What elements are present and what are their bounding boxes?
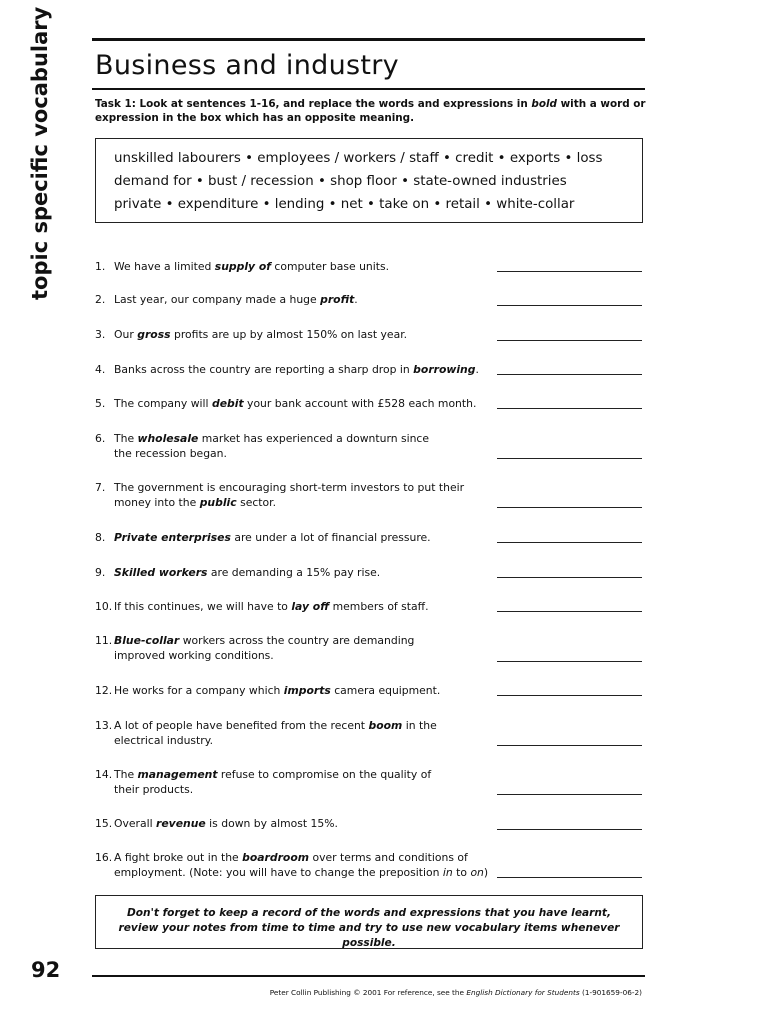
task-text-start: Task 1: Look at sentences 1-16, and replace the words and expressions in — [95, 98, 532, 110]
question-keyword: lay off — [291, 600, 330, 613]
side-section-label: topic specific vocabulary — [28, 6, 52, 300]
answer-line-8[interactable] — [497, 542, 642, 543]
question-text: are demanding a 15% pay rise. — [207, 566, 381, 579]
question-number: 1. — [95, 260, 106, 273]
question-number: 10. — [95, 600, 113, 613]
question-text: are under a lot of financial pressure. — [230, 531, 431, 544]
answer-line-10[interactable] — [497, 611, 642, 612]
answer-line-4[interactable] — [497, 374, 642, 375]
question-text: Banks across the country are reporting a sharp drop in — [114, 363, 414, 376]
question-keyword: profit — [320, 293, 355, 306]
question-text: The company will — [114, 397, 212, 410]
question-keyword: revenue — [156, 817, 206, 830]
answer-line-13[interactable] — [497, 745, 642, 746]
question-12 — [95, 683, 495, 698]
question-text: A lot of people have benefited from the recent — [114, 719, 369, 732]
question-text: The — [114, 432, 138, 445]
question-number: 2. — [95, 293, 106, 306]
answer-line-15[interactable] — [497, 829, 642, 830]
question-number: 9. — [95, 566, 106, 579]
question-number: 12. — [95, 684, 113, 697]
question-keyword: management — [137, 768, 218, 781]
answer-line-7[interactable] — [497, 507, 642, 508]
question-text: The government is encouraging short-term investors to put their — [114, 481, 465, 494]
question-text: computer base units. — [270, 260, 390, 273]
question-16 — [95, 850, 495, 880]
title-rule — [92, 88, 645, 90]
task-instructions — [95, 97, 650, 125]
question-keyword: debit — [211, 397, 244, 410]
question-text: If this continues, we will have to — [114, 600, 292, 613]
question-text: . — [475, 363, 479, 376]
question-number: 14. — [95, 768, 113, 781]
question-text: your bank account with £528 each month. — [243, 397, 477, 410]
question-text: ) — [483, 866, 489, 879]
question-number: 3. — [95, 328, 106, 341]
question-keyword: public — [199, 496, 237, 509]
answer-line-3[interactable] — [497, 340, 642, 341]
question-text: money into the — [114, 496, 200, 509]
question-5 — [95, 396, 495, 411]
question-11 — [95, 633, 495, 663]
word-box-line-1: unskilled labourers • employees / workers / staff • credit • exports • loss — [114, 151, 603, 166]
task-text-end: with a word or expression in the box which has an opposite meaning. — [95, 98, 646, 124]
question-text: Our — [114, 328, 138, 341]
question-continuation: improved working conditions. — [114, 649, 274, 662]
question-text: . — [354, 293, 358, 306]
footer-book-title: English Dictionary for Students — [466, 988, 580, 997]
reminder-note-text: Don't forget to keep a record of the words and expressions that you have learnt, review your notes from time to time and try to use new vocabulary items whenever possible. — [118, 907, 620, 949]
question-preposition: on — [470, 866, 484, 879]
question-6 — [95, 431, 495, 461]
word-box-line-2: demand for • bust / recession • shop floor • state-owned industries — [114, 174, 567, 189]
top-rule — [92, 38, 645, 41]
footer-credit — [270, 988, 642, 997]
footer-text: Peter Collin Publishing © 2001 For reference, see the — [269, 988, 467, 997]
reminder-note-box — [95, 895, 643, 949]
question-number: 7. — [95, 481, 106, 494]
question-text: over terms and conditions of — [309, 851, 468, 864]
word-box — [95, 138, 643, 223]
question-continuation — [95, 865, 495, 880]
question-keyword: gross — [137, 328, 171, 341]
question-text: market has experienced a downturn since — [198, 432, 430, 445]
task-text-emphasis: bold — [531, 98, 557, 110]
question-14 — [95, 767, 495, 797]
question-continuation: the recession began. — [114, 447, 227, 460]
question-text: to — [452, 866, 471, 879]
question-number: 6. — [95, 432, 106, 445]
question-text: sector. — [236, 496, 277, 509]
footer-text: (1-901659-06-2) — [579, 988, 642, 997]
question-text: He works for a company which — [114, 684, 284, 697]
answer-line-16[interactable] — [497, 877, 642, 878]
question-13 — [95, 718, 495, 748]
question-4 — [95, 362, 495, 377]
question-7 — [95, 480, 495, 510]
question-text: A fight broke out in the — [114, 851, 243, 864]
answer-line-1[interactable] — [497, 271, 642, 272]
question-preposition: in — [442, 866, 453, 879]
question-continuation: their products. — [114, 783, 194, 796]
question-8 — [95, 530, 495, 545]
question-number: 4. — [95, 363, 106, 376]
question-keyword: Private enterprises — [114, 531, 231, 544]
answer-line-2[interactable] — [497, 305, 642, 306]
question-keyword: Blue-collar — [114, 634, 180, 647]
answer-line-12[interactable] — [497, 695, 642, 696]
answer-line-5[interactable] — [497, 408, 642, 409]
question-number: 15. — [95, 817, 113, 830]
question-9 — [95, 565, 495, 580]
page-title: Business and industry — [95, 50, 399, 81]
question-keyword: wholesale — [137, 432, 199, 445]
question-text: The — [114, 768, 138, 781]
question-3 — [95, 327, 495, 342]
question-continuation: electrical industry. — [114, 734, 213, 747]
question-text: members of staff. — [329, 600, 429, 613]
question-number: 8. — [95, 531, 106, 544]
answer-line-14[interactable] — [497, 794, 642, 795]
question-number: 13. — [95, 719, 113, 732]
question-keyword: boardroom — [242, 851, 310, 864]
question-text: camera equipment. — [330, 684, 441, 697]
question-keyword: imports — [283, 684, 331, 697]
question-keyword: Skilled workers — [114, 566, 208, 579]
question-text: Overall — [114, 817, 157, 830]
question-keyword: supply of — [214, 260, 271, 273]
question-text: Last year, our company made a huge — [114, 293, 321, 306]
question-text: We have a limited — [114, 260, 215, 273]
page-number: 92 — [31, 958, 61, 982]
question-text: refuse to compromise on the quality of — [217, 768, 432, 781]
question-number: 11. — [95, 634, 113, 647]
answer-line-11[interactable] — [497, 661, 642, 662]
bottom-rule — [92, 975, 645, 977]
question-keyword: borrowing — [413, 363, 476, 376]
answer-line-9[interactable] — [497, 577, 642, 578]
question-text: in the — [402, 719, 437, 732]
question-keyword: boom — [368, 719, 403, 732]
question-2 — [95, 292, 495, 307]
question-text: workers across the country are demanding — [179, 634, 415, 647]
question-15 — [95, 816, 495, 831]
question-text: is down by almost 15%. — [205, 817, 338, 830]
question-text: profits are up by almost 150% on last year. — [170, 328, 408, 341]
word-box-line-3: private • expenditure • lending • net • take on • retail • white-collar — [114, 197, 575, 212]
question-continuation — [95, 495, 495, 510]
question-1 — [95, 259, 495, 274]
answer-line-6[interactable] — [497, 458, 642, 459]
question-number: 5. — [95, 397, 106, 410]
question-number: 16. — [95, 851, 113, 864]
question-10 — [95, 599, 495, 614]
question-text: employment. (Note: you will have to change the preposition — [114, 866, 443, 879]
